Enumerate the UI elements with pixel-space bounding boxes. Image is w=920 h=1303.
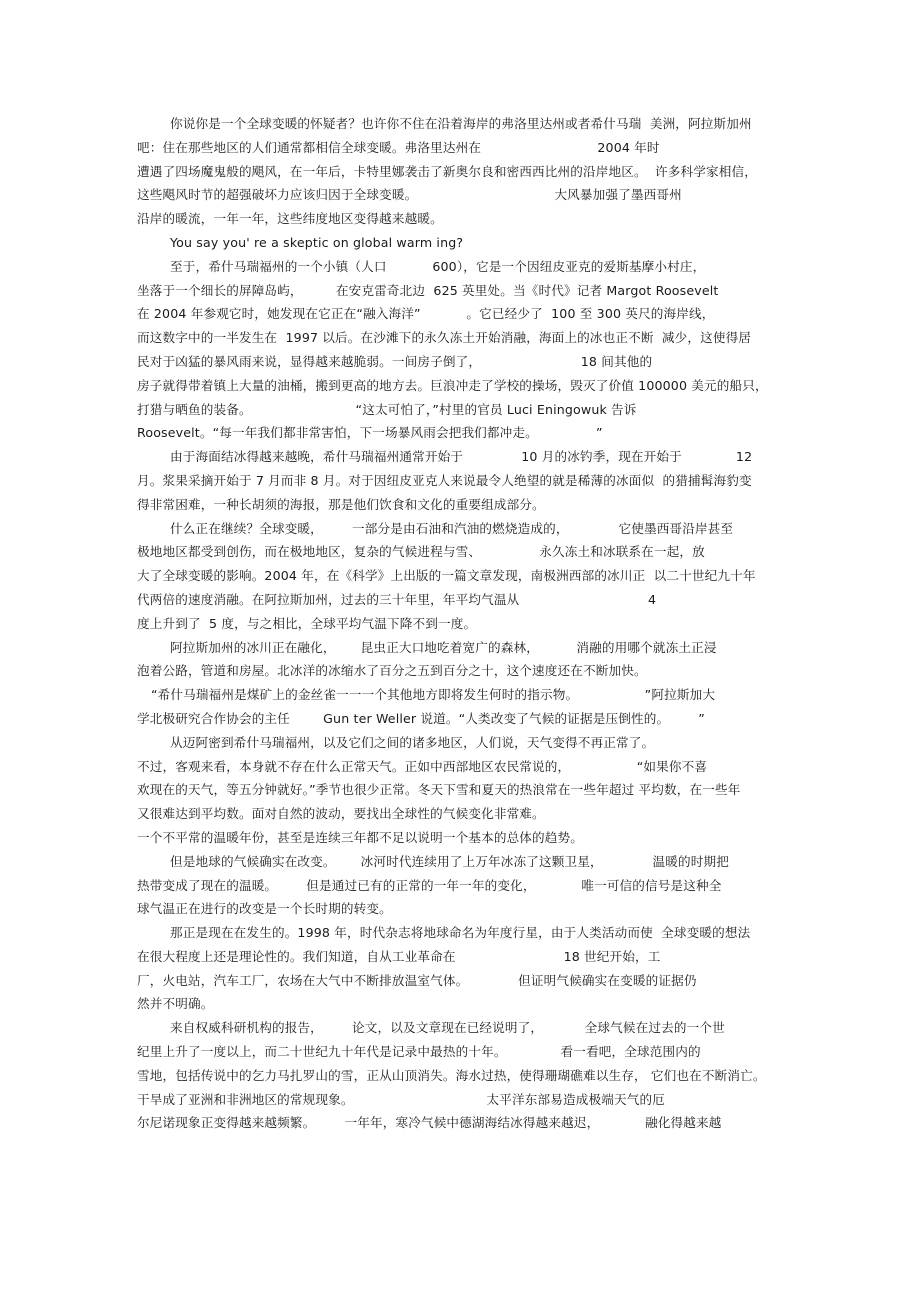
text-line: 尔尼诺现象正变得越来越频繁。 一年年，寒冷气候中德湖海结冰得越来越迟， 融化得越来越 xyxy=(137,1115,722,1131)
text-line: 在很大程度上还是理论性的。我们知道，自从工业革命在 18 世纪开始，工 xyxy=(137,948,661,964)
text-line: 从迈阿密到希什马瑞福州，以及它们之间的诸多地区，人们说，天气变得不再正常了。 xyxy=(170,734,655,750)
text-line: 民对于凶猛的暴风雨来说，显得越来越脆弱。一间房子倒了， 18 间其他的 xyxy=(137,353,653,369)
text-line: 打猎与晒鱼的装备。 “这太可怕了，”村里的官员 Luci Eningowuk 告诉 xyxy=(137,401,637,417)
text-line: 由于海面结冰得越来越晚，希什马瑞福州通常开始于 10 月的冰钓季，现在开始于 12 xyxy=(170,449,753,465)
text-line: 又很难达到平均数。面对自然的波动，要找出全球性的气候变化非常难。 xyxy=(137,806,545,822)
text-line: 泡着公路，管道和房屋。北冰洋的冰缩水了百分之五到百分之十，这个速度还在不断加快。 xyxy=(137,663,647,679)
text-line: 什么正在继续？全球变暖， 一部分是由石油和汽油的燃烧造成的， 它使墨西哥沿岸甚至 xyxy=(170,520,734,536)
text-line: 房子就得带着镇上大量的油桶，搬到更高的地方去。巨浪冲走了学校的操场，毁灭了价值 100000 美元的船只， xyxy=(137,377,768,393)
text-line: 不过，客观来看，本身就不存在什么正常天气。正如中西部地区农民常说的， “如果你不喜 xyxy=(137,758,708,774)
text-line: 来自权威科研机构的报告， 论文，以及文章现在已经说明了， 全球气候在过去的一个世 xyxy=(170,1020,725,1036)
text-line: 欢现在的天气，等五分钟就好。”季节也很少正常。冬天下雪和夏天的热浪常在一些年超过 平均数，在一些年 xyxy=(137,782,741,798)
text-line: 热带变成了现在的温暖。 但是通过已有的正常的一年一年的变化， 唯一可信的信号是这种全 xyxy=(137,877,722,893)
text-line: 你说你是一个全球变暖的怀疑者？也许你不住在沿着海岸的弗洛里达州或者希什马瑞 美洲，阿拉斯加州 xyxy=(170,116,752,131)
text-line: 月。浆果采摘开始于 7 月而非 8 月。对于因纽皮亚克人来说最令人绝望的就是稀薄的冰面似 的猎捕髯海豹变 xyxy=(137,472,752,488)
text-line: 极地地区都受到创伤，而在极地地区，复杂的气候进程与雪、 永久冻土和冰联系在一起，放 xyxy=(137,544,705,560)
text-line: 阿拉斯加州的冰川正在融化， 昆虫正大口地吃着宽广的森林， 消融的用哪个就冻土正浸 xyxy=(170,639,717,655)
text-line: 学北极研究合作协会的主任 Gun ter Weller 说道。“人类改变了气候的证据是压倒性的。 ” xyxy=(137,710,705,726)
text-line: 纪里上升了一度以上，而二十世纪九十年代是记录中最热的十年。 看一看吧，全球范围内的 xyxy=(137,1044,701,1060)
text-line: Roosevelt。“每一年我们都非常害怕，下一场暴风雨会把我们都冲走。 ” xyxy=(137,425,603,441)
text-line: 厂，火电站，汽车工厂，农场在大气中不断排放温室气体。 但证明气候确实在变暖的证据仍 xyxy=(137,972,697,988)
text-line: You say you' re a skeptic on global warm ing? xyxy=(170,234,464,250)
text-line: 干旱成了亚洲和非洲地区的常规现象。 太平洋东部易造成极端天气的厄 xyxy=(137,1091,665,1107)
text-line: 这些飓风时节的超强破坏力应该归因于全球变暖。 大风暴加强了墨西哥州 xyxy=(137,187,682,203)
text-line: 得非常困难，一种长胡须的海报，那是他们饮食和文化的重要组成部分。 xyxy=(137,496,545,512)
text-line: “希什马瑞福州是煤矿上的金丝雀一一一个其他地方即将发生何时的指示物。 ”阿拉斯加大 xyxy=(151,687,716,703)
text-line: 而这数字中的一半发生在 1997 以后。在沙滩下的永久冻土开始消融，海面上的冰也正不断 减少，这使得居 xyxy=(137,330,752,346)
text-line: 大了全球变暖的影响。2004 年，在《科学》上出版的一篇文章发现，南极洲西部的冰川正 以二十世纪九十年 xyxy=(137,568,756,584)
text-line: 一个不平常的温暖年份，甚至是连续三年都不足以说明一个基本的总体的趋势。 xyxy=(137,829,584,845)
text-line: 度上升到了 5 度，与之相比，全球平均气温下降不到一度。 xyxy=(137,615,477,631)
text-line: 然并不明确。 xyxy=(137,996,214,1012)
text-line: 那正是现在在发生的。1998 年，时代杂志将地球命名为年度行星，由于人类活动而使 全球变暖的想法 xyxy=(170,925,751,941)
text-line: 雪地，包括传说中的乞力马扎罗山的雪，正从山顶消失。海水过热，使得珊瑚礁难以生存， 它们也在不断消亡。 xyxy=(137,1067,766,1083)
text-line: 沿岸的暖流，一年一年，这些纬度地区变得越来越暖。 xyxy=(137,211,443,227)
article-body xyxy=(137,112,789,1135)
text-line: 至于，希什马瑞福州的一个小镇（人口 600），它是一个因纽皮亚克的爱斯基摩小村庄， xyxy=(170,258,706,274)
text-line: 吧：住在那些地区的人们通常都相信全球变暖。弗洛里达州在 2004 年时 xyxy=(137,139,660,155)
text-line: 代两倍的速度消融。在阿拉斯加州，过去的三十年里，年平均气温从 4 xyxy=(137,591,657,607)
text-line: 在 2004 年参观它时，她发现在它正在“融入海洋” 。它已经少了 100 至 300 英尺的海岸线， xyxy=(137,306,715,322)
text-line: 球气温正在进行的改变是一个长时期的转变。 xyxy=(137,901,392,917)
text-line: 坐落于一个细长的屏障岛屿， 在安克雷奇北边 625 英里处。当《时代》记者 Margot Roosevelt xyxy=(137,282,719,298)
text-line: 但是地球的气候确实在改变。 冰河时代连续用了上万年冰冻了这颗卫星， 温暖的时期把 xyxy=(170,853,730,869)
text-line: 遭遇了四场魔鬼般的飓风，在一年后，卡特里娜袭击了新奥尔良和密西西比州的沿岸地区。 许多科学家相信， xyxy=(137,163,758,179)
